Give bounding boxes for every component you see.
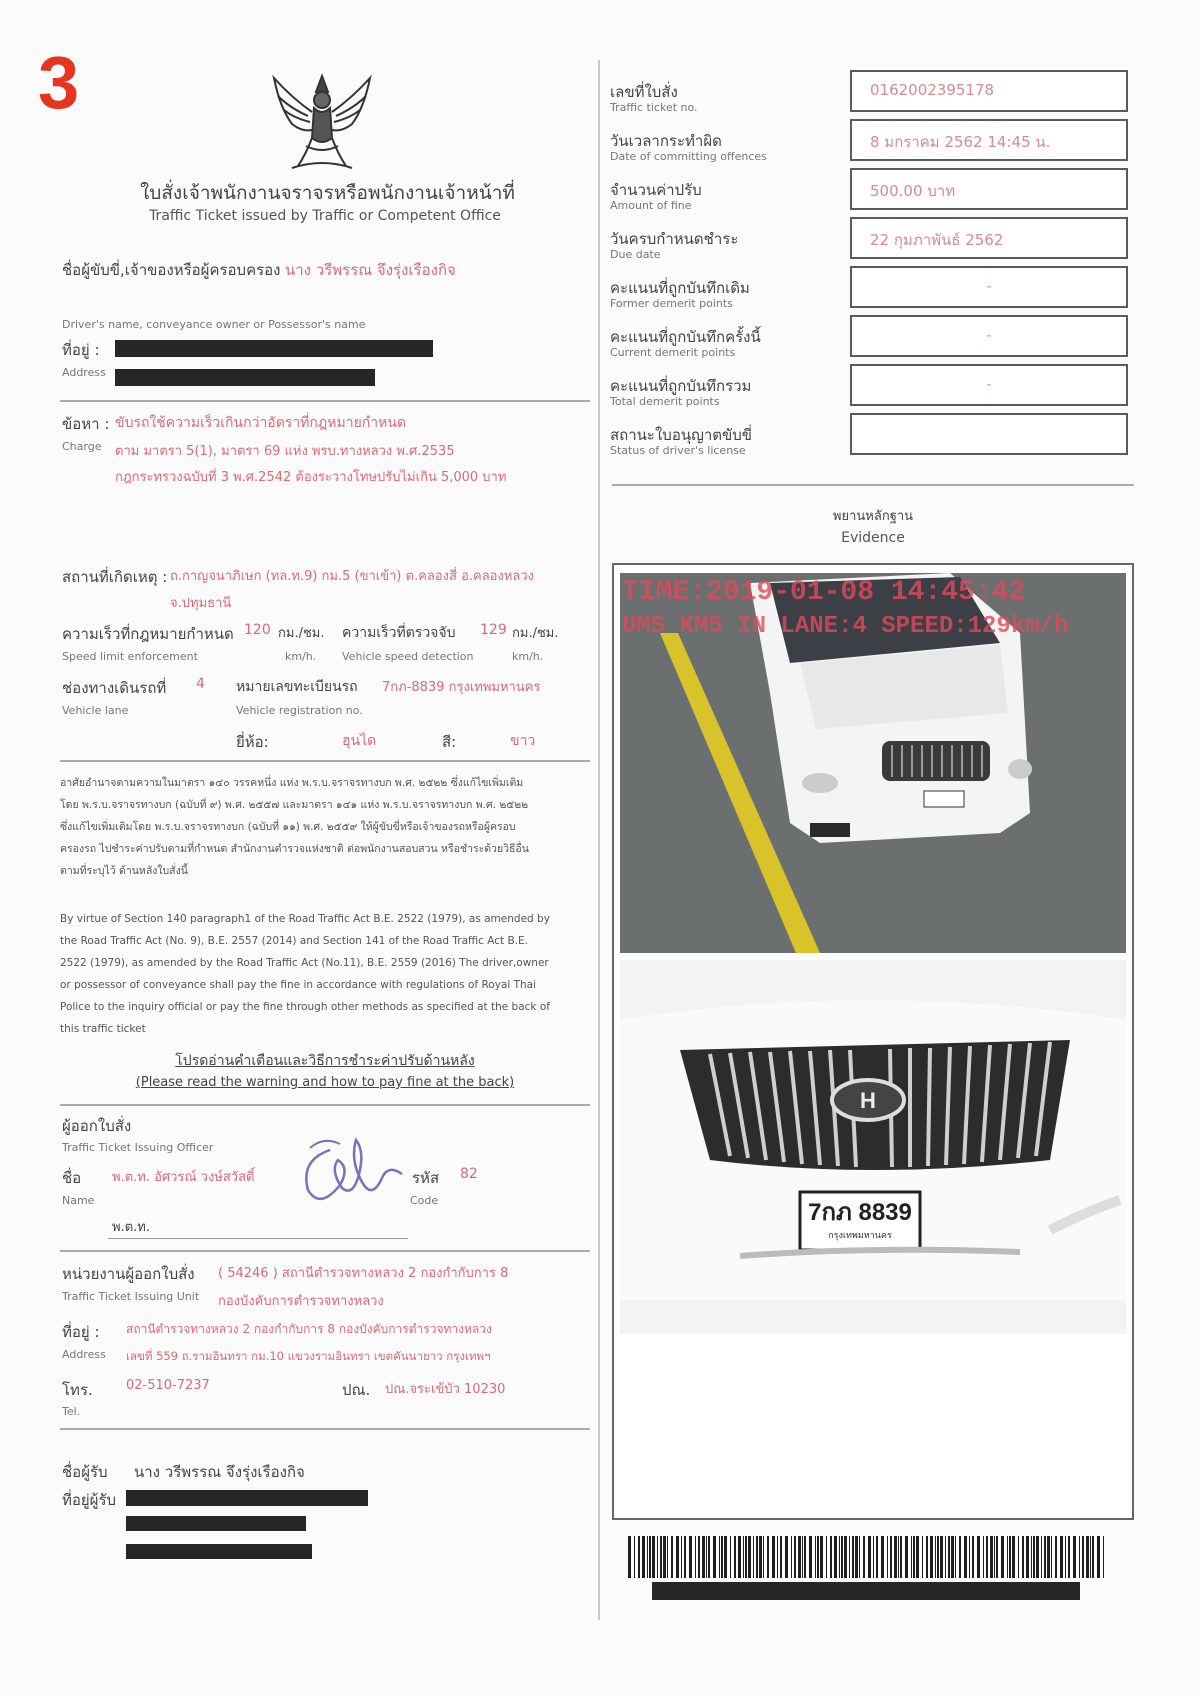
- redacted-recipient-address-3: [126, 1544, 312, 1559]
- barcode-bar: [849, 1536, 850, 1578]
- barcode-bar: [1079, 1536, 1080, 1578]
- redacted-recipient-address-2: [126, 1516, 306, 1531]
- barcode-bar: [1007, 1536, 1008, 1578]
- barcode-bar: [791, 1536, 792, 1578]
- barcode-bar: [945, 1536, 946, 1578]
- redacted-recipient-address-1: [126, 1490, 368, 1506]
- unit-tel-value: 02-510-7237: [126, 1378, 210, 1393]
- barcode-bar: [702, 1536, 705, 1578]
- barcode-bar: [1060, 1536, 1063, 1578]
- redacted-driver-address-2: [115, 369, 375, 386]
- speed-detected-label: ความเร็วที่ตรวจจับ: [342, 625, 456, 641]
- barcode-bar: [890, 1536, 892, 1578]
- barcode-bar: [1082, 1536, 1084, 1578]
- barcode-bar: [1033, 1536, 1035, 1578]
- barcode-bar: [1103, 1536, 1104, 1578]
- barcode-bar: [753, 1536, 754, 1578]
- officer-rank: พ.ต.ท.: [112, 1220, 150, 1235]
- barcode-bar: [772, 1536, 775, 1578]
- barcode-bar: [652, 1536, 655, 1578]
- barcode-bar: [695, 1536, 696, 1578]
- former-points-label-en: Former demerit points: [610, 297, 733, 310]
- divider: [60, 1250, 590, 1252]
- barcode-bar: [647, 1536, 648, 1578]
- plate-province: กรุงเทพมหานคร: [828, 1231, 892, 1241]
- barcode-bar: [948, 1536, 950, 1578]
- offence-date-field: 8 มกราคม 2562 14:45 น.: [850, 119, 1128, 161]
- former-points-label: คะแนนที่ถูกบันทึกเดิม: [610, 279, 750, 297]
- barcode-bar: [951, 1536, 954, 1578]
- barcode-bar: [940, 1536, 943, 1578]
- signature-line: [108, 1238, 408, 1239]
- lane-value: 4: [196, 676, 205, 692]
- barcode-bar: [763, 1536, 764, 1578]
- officer-label-en: Traffic Ticket Issuing Officer: [62, 1141, 214, 1154]
- barcode-bar: [748, 1536, 751, 1578]
- charge-label-en: Charge: [62, 440, 102, 453]
- barcode-bar: [698, 1536, 700, 1578]
- barcode-bar: [730, 1536, 731, 1578]
- redacted-barcode-text: [652, 1582, 1080, 1600]
- barcode-bar: [986, 1536, 988, 1578]
- evidence-closeup-image: [620, 960, 1126, 1334]
- barcode-bar: [922, 1536, 923, 1578]
- color-label: สี:: [442, 733, 457, 751]
- divider: [612, 484, 1134, 486]
- speed-limit-unit: กม./ชม.: [278, 626, 325, 641]
- unit-label: หน่วยงานผู้ออกใบสั่ง: [62, 1265, 195, 1283]
- unit-address-line-2: เลขที่ 559 ถ.รามอินทรา กม.10 แขวงรามอินทรา เขตคันนายาว กรุงเทพฯ: [126, 1349, 491, 1363]
- barcode-bar: [994, 1536, 995, 1578]
- barcode-bar: [689, 1536, 692, 1578]
- barcode-bar: [996, 1536, 998, 1578]
- barcode-bar: [926, 1536, 928, 1578]
- officer-signature-icon: [290, 1130, 420, 1210]
- ticket-no-field: 0162002395178: [850, 70, 1128, 112]
- barcode-bar: [839, 1536, 840, 1578]
- speed-detected-label-en: Vehicle speed detection: [342, 650, 474, 663]
- barcode-bar: [798, 1536, 801, 1578]
- barcode-bar: [1092, 1536, 1094, 1578]
- officer-code-label-en: Code: [410, 1194, 439, 1207]
- barcode-bar: [955, 1536, 956, 1578]
- barcode-bar: [708, 1536, 710, 1578]
- barcode-bar: [681, 1536, 682, 1578]
- barcode: [628, 1536, 1108, 1578]
- driver-address-label-en: Address: [62, 366, 106, 379]
- barcode-bar: [721, 1536, 723, 1578]
- current-points-label: คะแนนที่ถูกบันทึกครั้งนี้: [610, 328, 761, 346]
- barcode-bar: [852, 1536, 854, 1578]
- speed-limit-value: 120: [244, 622, 271, 638]
- plate-number: 7กภ 8839: [808, 1199, 912, 1226]
- barcode-bar: [734, 1536, 736, 1578]
- unit-address-label-en: Address: [62, 1348, 106, 1361]
- barcode-bar: [1036, 1536, 1039, 1578]
- barcode-bar: [1073, 1536, 1076, 1578]
- unit-postcode-label: ปณ.: [342, 1381, 371, 1399]
- barcode-bar: [930, 1536, 933, 1578]
- barcode-bar: [1022, 1536, 1024, 1578]
- barcode-bar: [809, 1536, 812, 1578]
- barcode-bar: [1068, 1536, 1070, 1578]
- barcode-bar: [881, 1536, 884, 1578]
- barcode-bar: [873, 1536, 874, 1578]
- lane-label: ช่องทางเดินรถที่: [62, 679, 167, 697]
- barcode-bar: [671, 1536, 673, 1578]
- barcode-bar: [1026, 1536, 1029, 1578]
- divider: [60, 1104, 590, 1106]
- license-status-field: [850, 413, 1128, 455]
- speed-detected-unit-en: km/h.: [512, 650, 544, 663]
- barcode-bar: [959, 1536, 961, 1578]
- speed-detected-unit: กม./ชม.: [512, 626, 559, 641]
- barcode-bar: [983, 1536, 984, 1578]
- barcode-bar: [759, 1536, 762, 1578]
- driver-name-label-en: Driver's name, conveyance owner or Possessor's name: [62, 318, 366, 331]
- evidence-overlay-time: TIME:2019-01-08 14:45:42: [622, 577, 1026, 608]
- barcode-bar: [724, 1536, 727, 1578]
- barcode-bar: [859, 1536, 860, 1578]
- color-value: ขาว: [510, 733, 536, 749]
- barcode-bar: [676, 1536, 679, 1578]
- recipient-address-label: ที่อยู่ผู้รับ: [62, 1491, 117, 1509]
- barcode-bar: [1055, 1536, 1057, 1578]
- divider: [60, 1428, 590, 1430]
- speed-limit-label: ความเร็วที่กฎหมายกำหนด: [62, 625, 234, 643]
- barcode-bar: [815, 1536, 816, 1578]
- unit-postcode-value: ปณ.จระเข้บัว 10230: [385, 1382, 506, 1397]
- barcode-bar: [638, 1536, 640, 1578]
- barcode-bar: [1090, 1536, 1091, 1578]
- barcode-bar: [972, 1536, 974, 1578]
- registration-label: หมายเลขทะเบียนรถ: [236, 679, 358, 695]
- barcode-bar: [916, 1536, 919, 1578]
- due-date-label: วันครบกำหนดชำระ: [610, 230, 739, 248]
- barcode-bar: [911, 1536, 912, 1578]
- barcode-bar: [1031, 1536, 1032, 1578]
- barcode-bar: [1009, 1536, 1011, 1578]
- offence-date-label: วันเวลากระทำผิด: [610, 132, 722, 150]
- offence-date-label-en: Date of committing offences: [610, 150, 767, 163]
- officer-name-label-en: Name: [62, 1194, 95, 1207]
- recipient-name-label: ชื่อผู้รับ: [62, 1463, 108, 1481]
- barcode-bar: [780, 1536, 782, 1578]
- charge-line-2: ตาม มาตรา 5(1), มาตรา 69 แห่ง พรบ.ทางหลวง พ.ศ.2535: [115, 444, 455, 459]
- barcode-bar: [777, 1536, 778, 1578]
- lane-label-en: Vehicle lane: [62, 704, 129, 717]
- barcode-bar: [804, 1536, 806, 1578]
- barcode-bar: [745, 1536, 747, 1578]
- evidence-photo-plate: [620, 960, 1126, 1334]
- redacted-driver-address-1: [115, 340, 433, 357]
- evidence-overlay-speed: UMS KM5 IN LANE:4 SPEED:129km/h: [622, 613, 1069, 640]
- barcode-bar: [844, 1536, 847, 1578]
- barcode-bar: [743, 1536, 744, 1578]
- barcode-bar: [667, 1536, 668, 1578]
- barcode-bar: [905, 1536, 908, 1578]
- registration-label-en: Vehicle registration no.: [236, 704, 363, 717]
- brand-label: ยี่ห้อ:: [236, 733, 269, 751]
- barcode-bar: [876, 1536, 878, 1578]
- charge-line-1: ขับรถใช้ความเร็วเกินกว่าอัตราที่กฎหมายกำหนด: [115, 415, 407, 431]
- unit-tel-label-en: Tel.: [62, 1405, 81, 1418]
- officer-name-label: ชื่อ: [62, 1169, 82, 1187]
- barcode-bar: [628, 1536, 631, 1578]
- registration-value: 7กภ-8839 กรุงเทพมหานคร: [382, 680, 541, 695]
- evidence-label-en: Evidence: [841, 530, 905, 546]
- barcode-bar: [1097, 1536, 1100, 1578]
- svg-text:H: H: [860, 1088, 876, 1113]
- barcode-bar: [802, 1536, 803, 1578]
- speed-detected-value: 129: [480, 622, 507, 638]
- barcode-bar: [660, 1536, 662, 1578]
- license-status-label: สถานะใบอนุญาตขับขี่: [610, 426, 753, 444]
- unit-line-1: ( 54246 ) สถานีตำรวจทางหลวง 2 กองกำกับการ 8: [218, 1266, 509, 1281]
- barcode-bar: [841, 1536, 843, 1578]
- ticket-title-th: ใบสั่งเจ้าพนักงานจราจรหรือพนักงานเจ้าหน้าที่: [140, 182, 515, 204]
- current-points-label-en: Current demerit points: [610, 346, 736, 359]
- barcode-bar: [1047, 1536, 1050, 1578]
- barcode-bar: [767, 1536, 769, 1578]
- barcode-bar: [977, 1536, 980, 1578]
- barcode-bar: [894, 1536, 897, 1578]
- officer-label: ผู้ออกใบสั่ง: [62, 1117, 132, 1135]
- unit-tel-label: โทร.: [62, 1381, 93, 1399]
- barcode-bar: [868, 1536, 871, 1578]
- unit-line-2: กองบังคับการตำรวจทางหลวง: [218, 1294, 384, 1309]
- barcode-bar: [834, 1536, 837, 1578]
- barcode-bar: [719, 1536, 720, 1578]
- barcode-bar: [969, 1536, 970, 1578]
- barcode-bar: [1012, 1536, 1015, 1578]
- brand-value: ฮุนได: [342, 733, 377, 749]
- barcode-bar: [990, 1536, 993, 1578]
- barcode-bar: [826, 1536, 827, 1578]
- barcode-bar: [913, 1536, 915, 1578]
- due-date-field: 22 กุมภาพันธ์ 2562: [850, 217, 1128, 259]
- warning-en: (Please read the warning and how to pay fine at the back): [135, 1075, 515, 1090]
- legal-text-en: By virtue of Section 140 paragraph1 of the Road Traffic Act B.E. 2522 (1979), as amended by the Road Traffic Act (No. 9), B.E. 2557 (2014) and Section 141 of the Road Traffic Act B.E. 2522 (1979), as amended by the Road Traffic Act (No.11), B.E. 2559 (2016) The driver,owner or possessor of conveyance shall pay the fine in accordance with regulations of Royal Thai Police to the inquiry official or pay the fine through other methods as specified at the back of this traffic ticket: [60, 913, 550, 1035]
- barcode-bar: [1051, 1536, 1052, 1578]
- center-divider: [598, 60, 600, 1620]
- total-points-label-en: Total demerit points: [610, 395, 720, 408]
- driver-name-label: ชื่อผู้ขับขี่,เจ้าของหรือผู้ครอบครอง: [62, 261, 281, 279]
- officer-name-value: พ.ต.ท. อัศวรณ์ วงษ์สวัสดิ์: [112, 1170, 255, 1185]
- former-points-field: -: [850, 266, 1128, 308]
- total-points-label: คะแนนที่ถูกบันทึกรวม: [610, 377, 752, 395]
- divider: [60, 760, 590, 762]
- barcode-bar: [887, 1536, 888, 1578]
- charge-label: ข้อหา :: [62, 415, 110, 433]
- barcode-bar: [820, 1536, 823, 1578]
- location-line-2: จ.ปทุมธานี: [170, 596, 232, 611]
- barcode-bar: [830, 1536, 832, 1578]
- barcode-bar: [1041, 1536, 1042, 1578]
- unit-address-line-1: สถานีตำรวจทางหลวง 2 กองกำกับการ 8 กองบังคับการตำรวจทางหลวง: [126, 1322, 492, 1336]
- unit-label-en: Traffic Ticket Issuing Unit: [62, 1290, 200, 1303]
- ticket-title-en: Traffic Ticket issued by Traffic or Competent Office: [149, 208, 501, 224]
- driver-name-value: นาง วรีพรรณ จึงรุ่งเรืองกิจ: [285, 261, 456, 279]
- page-number: 3: [38, 41, 80, 124]
- officer-code-label: รหัส: [412, 1169, 440, 1187]
- barcode-bar: [684, 1536, 686, 1578]
- location-label: สถานที่เกิดเหตุ :: [62, 568, 168, 586]
- barcode-bar: [1044, 1536, 1046, 1578]
- barcode-bar: [756, 1536, 758, 1578]
- evidence-label-th: พยานหลักฐาน: [832, 509, 914, 524]
- barcode-bar: [937, 1536, 939, 1578]
- divider: [60, 400, 590, 402]
- charge-line-3: กฎกระทรวงฉบับที่ 3 พ.ศ.2542 ต้องระวางโทษปรับไม่เกิน 5,000 บาท: [115, 470, 507, 485]
- barcode-bar: [1086, 1536, 1089, 1578]
- current-points-field: -: [850, 315, 1128, 357]
- warning-th: โปรดอ่านคำเตือนและวิธีการชำระค่าปรับด้านหลัง: [175, 1053, 475, 1069]
- ticket-no-label: เลขที่ใบสั่ง: [610, 83, 678, 101]
- barcode-bar: [935, 1536, 936, 1578]
- barcode-bar: [898, 1536, 899, 1578]
- officer-code-value: 82: [460, 1166, 478, 1182]
- unit-address-label: ที่อยู่ :: [62, 1323, 100, 1341]
- fine-amount-label-en: Amount of fine: [610, 199, 692, 212]
- barcode-bar: [642, 1536, 645, 1578]
- barcode-bar: [900, 1536, 902, 1578]
- barcode-bar: [738, 1536, 741, 1578]
- barcode-bar: [1001, 1536, 1004, 1578]
- barcode-bar: [817, 1536, 819, 1578]
- barcode-bar: [1065, 1536, 1066, 1578]
- ticket-no-label-en: Traffic ticket no.: [610, 101, 698, 114]
- barcode-bar: [964, 1536, 967, 1578]
- barcode-bar: [706, 1536, 707, 1578]
- location-line-1: ถ.กาญจนาภิเษก (ทล.ท.9) กม.5 (ขาเข้า) ต.คลองสี่ อ.คลองหลวง: [170, 569, 535, 584]
- barcode-bar: [855, 1536, 858, 1578]
- license-status-label-en: Status of driver's license: [610, 444, 746, 457]
- barcode-bar: [657, 1536, 658, 1578]
- speed-limit-unit-en: km/h.: [285, 650, 317, 663]
- due-date-label-en: Due date: [610, 248, 661, 261]
- barcode-bar: [785, 1536, 788, 1578]
- recipient-name-value: นาง วรีพรรณ จึงรุ่งเรืองกิจ: [134, 1463, 305, 1481]
- garuda-emblem-icon: [262, 68, 382, 178]
- fine-amount-field: 500.00 บาท: [850, 168, 1128, 210]
- barcode-bar: [634, 1536, 635, 1578]
- legal-text-th: อาศัยอำนาจตามความในมาตรา ๑๔๐ วรรคหนึ่ง แห่ง พ.ร.บ.จราจรทางบก พ.ศ. ๒๕๒๒ ซึ่งแก้ไขเพิ่มเติมโดย พ.ร.บ.จราจรทางบก (ฉบับที่ ๙) พ.ศ. ๒๕๕๗ และมาตรา ๑๔๑ แห่ง พ.ร.บ.จราจรทางบก พ.ศ. ๒๕๒๒ ซึ่งแก้ไขเพิ่มเติมโดย พ.ร.บ.จราจรทางบก (ฉบับที่ ๑๑) พ.ศ. ๒๕๕๙ ให้ผู้ขับขี่หรือเจ้าของรถหรือผู้ครอบครองรถ ไปชำระค่าปรับตามที่กำหนด สำนักงานตำรวจแห่งชาติ ต่อพนักงานสอบสวน หรือชำระด้วยวิธีอื่นตามที่ระบุไว้ ด้านหลังใบสั่งนี้: [60, 777, 529, 877]
- barcode-bar: [713, 1536, 716, 1578]
- barcode-bar: [663, 1536, 666, 1578]
- barcode-bar: [1018, 1536, 1019, 1578]
- evidence-photo-overview: [620, 573, 1126, 953]
- speed-limit-label-en: Speed limit enforcement: [62, 650, 198, 663]
- fine-amount-label: จำนวนค่าปรับ: [610, 181, 702, 199]
- barcode-bar: [863, 1536, 865, 1578]
- driver-address-label: ที่อยู่ :: [62, 341, 100, 359]
- barcode-bar: [794, 1536, 796, 1578]
- barcode-bar: [649, 1536, 651, 1578]
- total-points-field: -: [850, 364, 1128, 406]
